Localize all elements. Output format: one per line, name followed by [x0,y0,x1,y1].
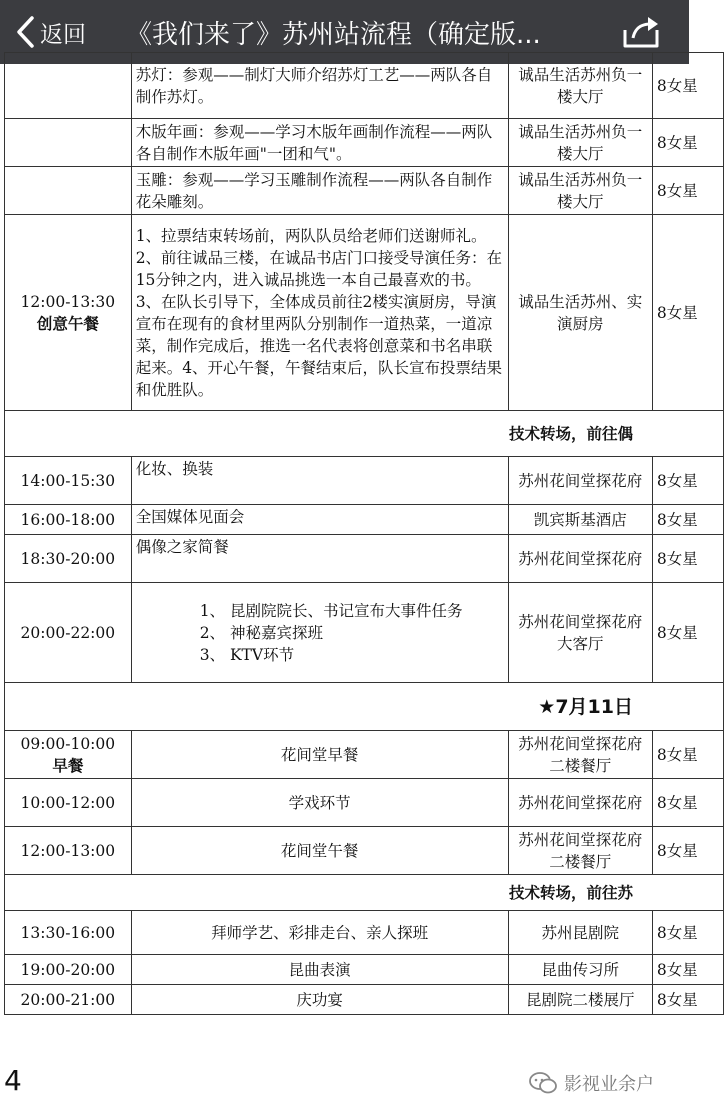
participants-cell: 8女星 [652,53,723,119]
schedule-row [5,985,724,1015]
schedule-table [4,52,724,1015]
time-cell [5,119,132,167]
participants-cell: 8女星 [652,119,723,167]
time-cell [5,583,132,683]
time-text: 19:00-20:00 [20,960,116,979]
activity-cell: 庆功宴 [131,985,508,1015]
page-number: 4 [4,1064,22,1097]
time-text: 09:00-10:00 [20,734,116,753]
schedule-row [5,955,724,985]
participants-cell: 8女星 [652,827,723,875]
participants-cell: 8女星 [652,457,723,505]
task-item: 3、 KTV环节 [199,645,295,664]
activity-cell: 花间堂午餐 [131,827,508,875]
time-cell [5,911,132,955]
schedule-row [5,779,724,827]
share-icon [621,14,661,50]
schedule-row [5,53,724,119]
wechat-icon [528,1071,558,1095]
chevron-left-icon [14,15,36,49]
task-item: 2、 神秘嘉宾探班 [199,623,323,642]
activity-cell [131,583,508,683]
location-cell: 苏州花间堂探花府大客厅 [508,583,652,683]
schedule-row [5,535,724,583]
location-cell: 诚品生活苏州负一楼大厅 [508,119,652,167]
watermark-text: 影视业余户 [564,1074,654,1095]
activity-cell: 木版年画：参观——学习木版年画制作流程——两队各自制作木版年画"一团和气"。 [131,119,508,167]
section-separator-row [5,875,724,911]
time-cell [5,955,132,985]
watermark [528,1070,654,1096]
time-cell [5,731,132,779]
activity-cell: 全国媒体见面会 [131,505,508,535]
activity-cell: 学戏环节 [131,779,508,827]
participants-cell: 8女星 [652,955,723,985]
time-text: 12:00-13:00 [20,841,116,860]
location-cell: 诚品生活苏州负一楼大厅 [508,167,652,215]
time-text: 16:00-18:00 [20,510,116,529]
participants-cell: 8女星 [652,215,723,411]
activity-cell: 化妆、换装 [131,457,508,505]
schedule-document [0,64,698,1028]
location-cell: 苏州花间堂探花府 [508,457,652,505]
location-cell: 苏州花间堂探花府 [508,779,652,827]
date-heading [5,683,724,731]
section-separator-row [5,683,724,731]
activity-cell: 玉雕：参观——学习玉雕制作流程——两队各自制作花朵雕刻。 [131,167,508,215]
task-item: 1、 昆剧院院长、书记宣布大事件任务 [199,601,463,620]
activity-cell: 苏灯：参观——制灯大师介绍苏灯工艺——两队各自制作苏灯。 [131,53,508,119]
location-cell: 昆曲传习所 [508,955,652,985]
activity-cell: 昆曲表演 [131,955,508,985]
participants-cell: 8女星 [652,911,723,955]
time-cell [5,457,132,505]
back-button[interactable] [14,12,86,52]
time-cell [5,505,132,535]
time-cell [5,53,132,119]
schedule-row [5,505,724,535]
location-cell: 诚品生活苏州负一楼大厅 [508,53,652,119]
schedule-row [5,583,724,683]
location-cell: 昆剧院二楼展厅 [508,985,652,1015]
location-cell: 苏州花间堂探花府二楼餐厅 [508,827,652,875]
share-button[interactable] [621,14,661,50]
separator-text: ★7月11日 [538,695,633,718]
time-cell [5,985,132,1015]
location-cell: 诚品生活苏州、实演厨房 [508,215,652,411]
location-cell: 苏州花间堂探花府 [508,535,652,583]
time-text: 20:00-22:00 [20,623,116,642]
time-text: 18:30-20:00 [20,549,116,568]
back-label: 返回 [40,21,86,48]
schedule-row [5,119,724,167]
participants-cell: 8女星 [652,535,723,583]
transfer-note [5,875,724,911]
time-cell [5,167,132,215]
session-label: 创意午餐 [36,314,99,333]
activity-cell: 偶像之家简餐 [131,535,508,583]
activity-cell: 拜师学艺、彩排走台、亲人探班 [131,911,508,955]
participants-cell: 8女星 [652,505,723,535]
participants-cell: 8女星 [652,167,723,215]
time-text: 14:00-15:30 [20,471,116,490]
transfer-note [5,411,724,457]
schedule-row [5,215,724,411]
location-cell: 凯宾斯基酒店 [508,505,652,535]
participants-cell: 8女星 [652,985,723,1015]
time-cell [5,535,132,583]
time-cell [5,827,132,875]
participants-cell: 8女星 [652,583,723,683]
time-cell [5,215,132,411]
session-label: 早餐 [52,756,84,775]
schedule-row [5,827,724,875]
location-cell: 苏州昆剧院 [508,911,652,955]
time-cell [5,779,132,827]
participants-cell: 8女星 [652,731,723,779]
page-title: 《我们来了》苏州站流程（确定版... [126,20,541,50]
schedule-row [5,911,724,955]
section-separator-row [5,411,724,457]
schedule-row [5,731,724,779]
separator-text: 技术转场，前往偶 [508,424,633,443]
activity-cell: 花间堂早餐 [131,731,508,779]
separator-text: 技术转场，前往苏 [508,883,633,902]
time-text: 13:30-16:00 [20,923,116,942]
time-text: 10:00-12:00 [20,793,116,812]
schedule-row [5,167,724,215]
schedule-row [5,457,724,505]
participants-cell: 8女星 [652,779,723,827]
activity-cell: 1、拉票结束转场前，两队队员给老师们送谢师礼。2、前往诚品三楼，在诚品书店门口接受导演任务：在15分钟之内，进入诚品挑选一本自己最喜欢的书。3、在队长引导下，全体成员前往2楼实演厨房，导演宣布在现有的食材里两队分别制作一道热菜，一道凉菜，制作完成后，推选一名代表将创意菜和书名串联起来。4、开心午餐，午餐结束后，队长宣布投票结果和优胜队。 [131,215,508,411]
time-text: 12:00-13:30 [20,292,116,311]
time-text: 20:00-21:00 [20,990,116,1009]
location-cell: 苏州花间堂探花府二楼餐厅 [508,731,652,779]
